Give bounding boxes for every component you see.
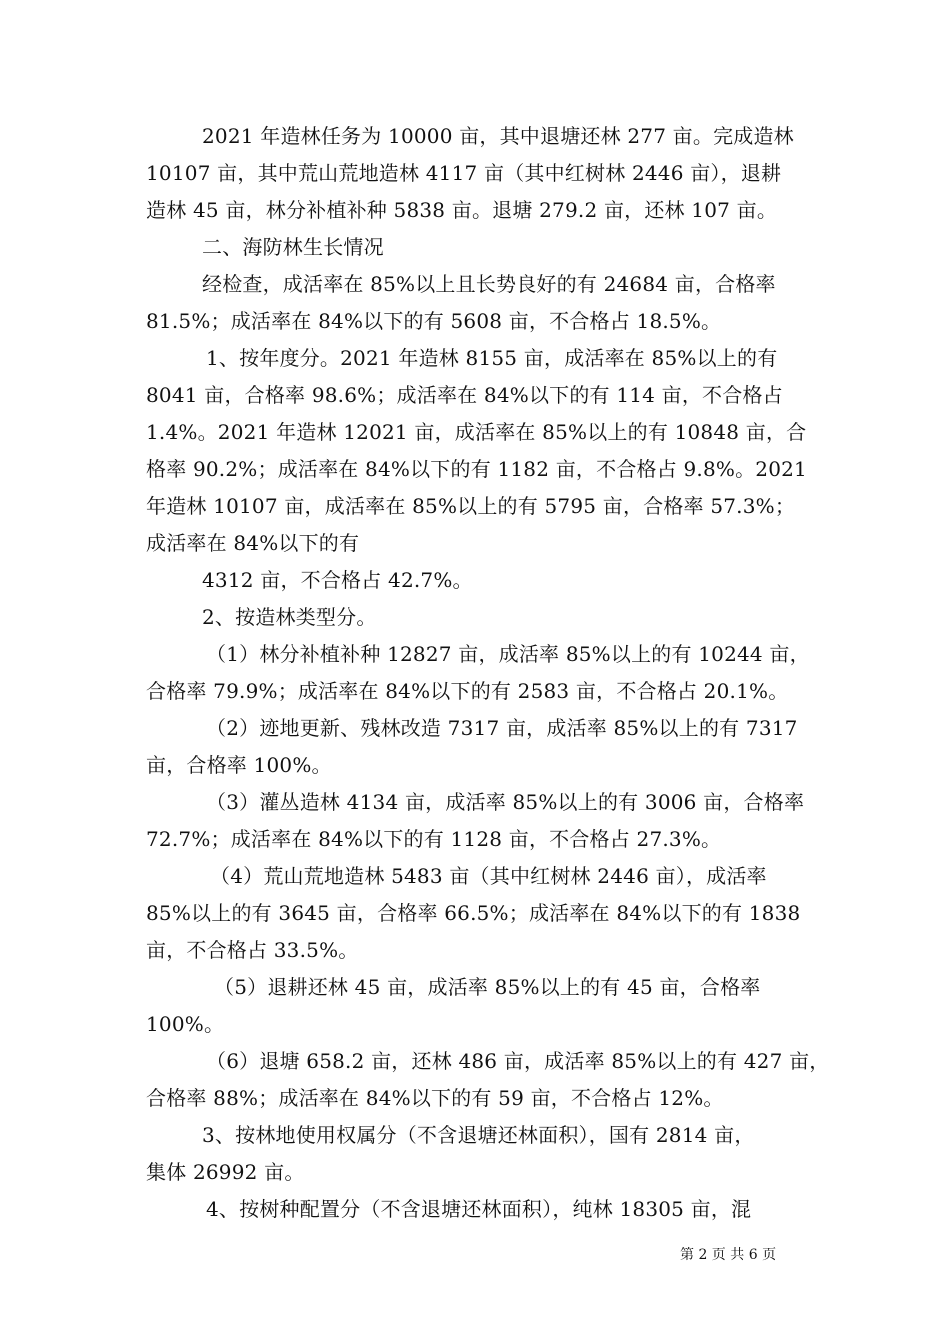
paragraph-line: （2）迹地更新、残林改造 7317 亩，成活率 85%以上的有 7317 [206,716,798,740]
paragraph-line: 合格率 79.9%；成活率在 84%以下的有 2583 亩，不合格占 20.1%。 [146,679,789,703]
paragraph-line: 85%以上的有 3645 亩，合格率 66.5%；成活率在 84%以下的有 1838 [146,901,801,925]
paragraph-line: 72.7%；成活率在 84%以下的有 1128 亩，不合格占 27.3%。 [146,827,722,851]
paragraph-line: 4、按树种配置分（不含退塘还林面积），纯林 18305 亩，混 [206,1197,752,1221]
paragraph-line: 合格率 88%；成活率在 84%以下的有 59 亩，不合格占 12%。 [146,1086,724,1110]
paragraph-line: 100%。 [146,1012,225,1036]
paragraph-line: 经检查，成活率在 85%以上且长势良好的有 24684 亩，合格率 [202,272,776,296]
paragraph-line: 造林 45 亩，林分补植补种 5838 亩。退塘 279.2 亩，还林 107 亩。 [146,198,778,222]
paragraph-line: 2021 年造林任务为 10000 亩，其中退塘还林 277 亩。完成造林 [202,124,794,148]
paragraph-line: 10107 亩，其中荒山荒地造林 4117 亩（其中红树林 2446 亩），退耕 [146,161,782,185]
paragraph-line: （5）退耕还林 45 亩，成活率 85%以上的有 45 亩，合格率 [214,975,761,999]
section-heading: 二、海防林生长情况 [202,235,384,259]
paragraph-line: 8041 亩，合格率 98.6%；成活率在 84%以下的有 114 亩，不合格占 [146,383,783,407]
page-number: 第 2 页 共 6 页 [680,1247,777,1263]
paragraph-line: 81.5%；成活率在 84%以下的有 5608 亩，不合格占 18.5%。 [146,309,722,333]
paragraph-line: 4312 亩，不合格占 42.7%。 [202,568,473,592]
paragraph-line: 成活率在 84%以下的有 [146,531,360,555]
paragraph-line: （3）灌丛造林 4134 亩，成活率 85%以上的有 3006 亩，合格率 [206,790,805,814]
paragraph-line: 1、按年度分。2021 年造林 8155 亩，成活率在 85%以上的有 [206,346,778,370]
paragraph-line: 年造林 10107 亩，成活率在 85%以上的有 5795 亩，合格率 57.3%； [146,494,796,518]
paragraph-line: （4）荒山荒地造林 5483 亩（其中红树林 2446 亩），成活率 [210,864,767,888]
paragraph-line: （1）林分补植补种 12827 亩，成活率 85%以上的有 10244 亩， [206,642,810,666]
paragraph-line: 集体 26992 亩。 [146,1160,305,1184]
paragraph-line: 格率 90.2%；成活率在 84%以下的有 1182 亩，不合格占 9.8%。2021 [146,457,807,481]
paragraph-line: 亩，合格率 100%。 [146,753,332,777]
section-heading: 2、按造林类型分。 [202,605,377,629]
paragraph-line: 3、按林地使用权属分（不含退塘还林面积），国有 2814 亩， [202,1123,755,1147]
paragraph-line: 亩，不合格占 33.5%。 [146,938,359,962]
paragraph-line: （6）退塘 658.2 亩，还林 486 亩，成活率 85%以上的有 427 亩， [206,1049,830,1073]
paragraph-line: 1.4%。2021 年造林 12021 亩，成活率在 85%以上的有 10848 亩，合 [146,420,807,444]
